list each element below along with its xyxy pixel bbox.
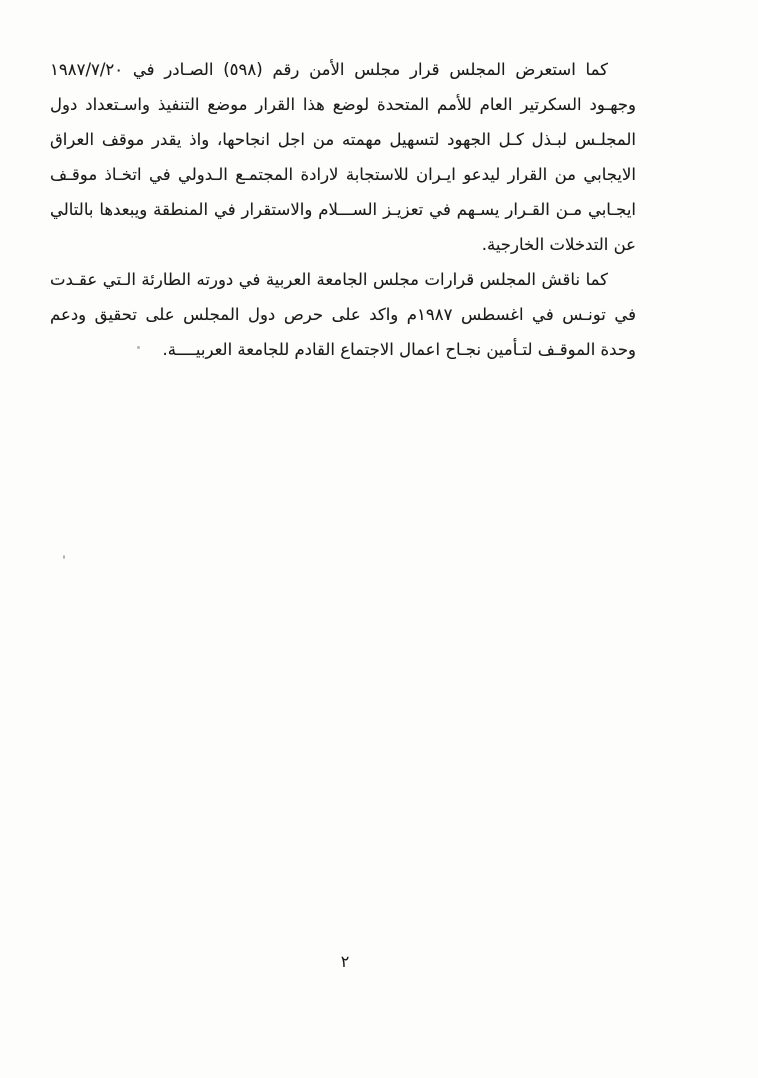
body-text [50, 52, 636, 367]
paragraph-arab-league-resolutions: كما ناقش المجلس قرارات مجلس الجامعة العربية في دورته الطارئة الـتي عقـدت في تونـس في اغسطس ١٩٨٧م واكد على حرص دول المجلس على تحقيق ودعم وحدة الموقـف لتـأمين نجـاح اعمال الاجتماع القادم للجامعة العربيــــة. [50, 270, 636, 359]
paragraph-security-council-resolution: كما استعرض المجلس قرار مجلس الأمن رقم (٥٩٨) الصـادر في ١٩٨٧/٧/٢٠ وجهـود السكرتير العام للأمم المتحدة لوضع هذا القرار موضع التنفيذ واسـتعداد دول المجلـس لبـذل كـل الجهود لتسهيل مهمته من اجل انجاحها، واذ يقدر موقف العراق الايجابي من القرار ليدعو ايـران للاستجابة لارادة المجتمـع الـدولي في اتخـاذ موقـف ايجـابي مـن القـرار يسـهم في تعزيـز الســـلام والاستقرار في المنطقة ويبعدها بالتالي عن التدخلات الخارجية. [50, 60, 636, 254]
page-number: ٢ [340, 952, 350, 971]
scan-speck [63, 555, 65, 559]
scan-speck [137, 346, 140, 349]
scan-speck [260, 315, 262, 317]
